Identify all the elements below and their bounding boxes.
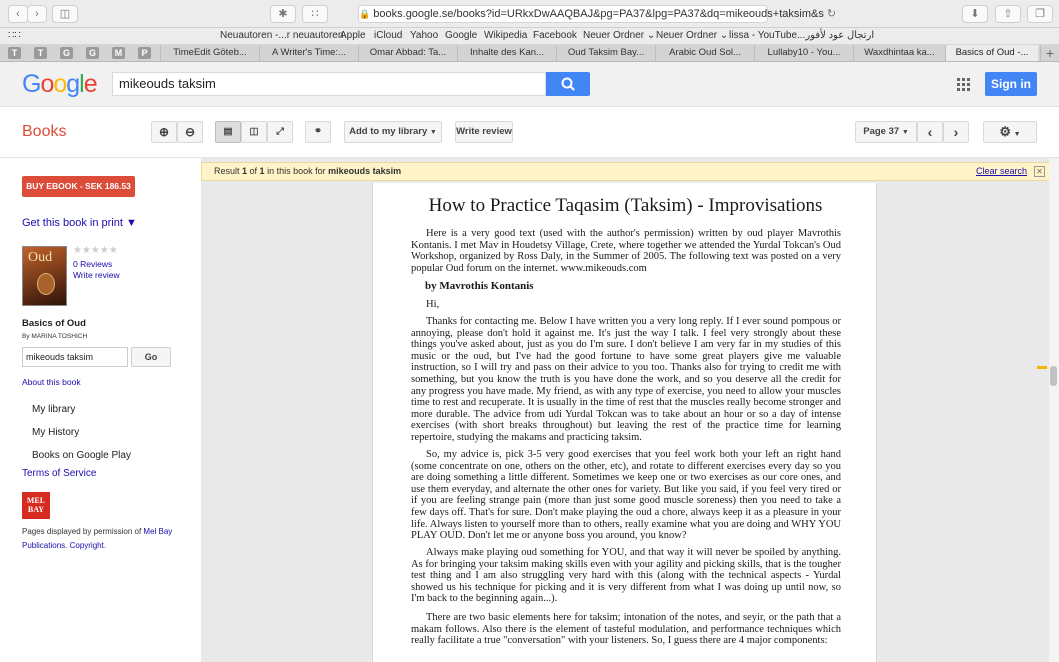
next-page-button[interactable]: › xyxy=(943,121,969,143)
cover-title: Oud xyxy=(28,250,53,265)
page-dropdown-icon: ▼ xyxy=(901,129,909,136)
get-in-print-link[interactable]: Get this book in print ▼ xyxy=(22,217,137,229)
search-input[interactable]: mikeouds taksim xyxy=(112,72,546,96)
book-viewer[interactable] xyxy=(201,158,1059,662)
two-page-view-button[interactable] xyxy=(241,121,267,143)
permission-text: Pages displayed by permission of Mel Bay Publications. Copyright. xyxy=(22,527,173,550)
favorite-5[interactable]: Google xyxy=(445,30,478,41)
copyright-link[interactable]: Copyright xyxy=(69,541,104,550)
grid-icon: ∷ xyxy=(311,8,319,20)
pinned-tab-4[interactable]: G xyxy=(86,47,99,59)
logo-letter-l: l xyxy=(79,70,84,98)
search-hit-marker xyxy=(1037,366,1047,369)
publisher-logo: MEL BAY xyxy=(22,492,50,519)
pinned-tab-1[interactable]: T xyxy=(8,47,21,59)
tab-2[interactable]: A Writer's Time:... xyxy=(259,45,358,61)
zoom-in-icon: ⊕ xyxy=(158,125,170,139)
reviews-link[interactable]: 0 Reviews xyxy=(73,259,113,269)
gear-icon: ⚙ xyxy=(999,124,1012,139)
menu-my-library[interactable]: My library xyxy=(32,404,76,415)
intro-text: Here is a very good text (used with the author's permission) written by oud player Mavrothis Kontanis. I met Mav in Houdetsy Village, Crete, where together we attended the Yurdal Tokcan's Oud Workshop, organized by Ross Daly, in the Summer of 2005. The following text was posted on a very popular Oud forum on the internet. www.mikeouds.com xyxy=(411,228,841,274)
reader-button[interactable] xyxy=(270,5,296,23)
publisher-link[interactable]: Mel Bay Publications xyxy=(22,527,173,550)
tab-3[interactable]: Omar Abbad: Ta... xyxy=(358,45,457,61)
sign-in-button[interactable]: Sign in xyxy=(985,72,1037,96)
new-tab-button[interactable]: + xyxy=(1040,45,1059,61)
book-cover[interactable] xyxy=(22,246,67,306)
menu-books-on-play[interactable]: Books on Google Play xyxy=(32,450,131,461)
favorite-3[interactable]: iCloud xyxy=(374,30,403,41)
sidebar-icon: ◫ xyxy=(59,8,71,20)
page-heading: How to Practice Taqasim (Taksim) - Improvisations xyxy=(428,195,823,216)
page-select[interactable] xyxy=(855,121,917,143)
pinned-tab-6[interactable]: P xyxy=(138,47,151,59)
favorite-folder-1[interactable]: Neuer Ordner ⌄ xyxy=(583,30,656,41)
favorite-4[interactable]: Yahoo xyxy=(410,30,439,41)
add-to-library-button[interactable] xyxy=(344,121,442,143)
close-icon[interactable]: ✕ xyxy=(1034,166,1045,177)
tab-8[interactable]: Waxdhintaa ka... xyxy=(853,45,945,61)
paragraph-3: Always make playing oud something for YOU, and that way it will never be spoiled by anything. As for bringing your taksim making skills even with your agility and picking skills, that is the tougher test thing and I am also struggling very hard with this (along with the technical aspects - Yurdal showed us his technique for picking and it is very different from what I was doing up until now, so I'm back to the beginning again...). xyxy=(411,547,841,605)
google-logo[interactable] xyxy=(22,70,97,99)
browser-toolbar xyxy=(0,0,1059,28)
lock-icon: 🔒 xyxy=(359,9,371,19)
zoom-out-icon: ⊖ xyxy=(184,125,196,139)
in-book-search-input[interactable]: mikeouds taksim xyxy=(22,347,128,367)
scrollbar-thumb[interactable] xyxy=(1050,366,1057,386)
google-header xyxy=(0,62,1059,107)
forward-button[interactable]: › xyxy=(27,5,47,23)
sidebar-toggle-button[interactable] xyxy=(52,5,78,23)
download-icon: ⬇ xyxy=(970,8,980,20)
terms-link[interactable]: Terms of Service xyxy=(22,468,97,479)
favorite-folder-2[interactable]: Neuer Ordner ⌄ xyxy=(656,30,729,41)
pinned-tab-2[interactable]: T xyxy=(34,47,47,59)
tab-4[interactable]: Inhalte des Kan... xyxy=(457,45,556,61)
settings-dropdown-icon: ▼ xyxy=(1013,131,1021,138)
logo-letter-o1: o xyxy=(40,70,54,98)
share-icon: ⇧ xyxy=(1003,8,1013,20)
book-page xyxy=(372,183,877,662)
tabs-icon: ❐ xyxy=(1035,8,1045,20)
paragraph-4: There are two basic elements here for taksim; intonation of the notes, and seyir, or the path that a makam follows. Also there is the element of tasteful modulation, and performance techniques which really facilitate a true "conversation" with your listeners. So, I guess there are 4 major components: xyxy=(411,612,841,647)
reader-icon: ✱ xyxy=(278,8,288,20)
add-to-library-label: Add to my library xyxy=(349,126,428,137)
apps-grid-icon[interactable] xyxy=(957,78,971,92)
buy-ebook-button[interactable]: BUY EBOOK - SEK 186.53 xyxy=(22,176,135,197)
result-number: 1 xyxy=(242,166,248,176)
book-sidebar xyxy=(0,158,201,662)
result-mid: in this book for xyxy=(264,166,329,176)
logo-letter-g: G xyxy=(22,70,41,98)
write-review-button[interactable]: Write review xyxy=(455,121,513,143)
byline: by Mavrothis Kontanis xyxy=(425,280,534,292)
tabs-button[interactable] xyxy=(1027,5,1053,23)
fullscreen-icon: ⤢ xyxy=(276,126,284,137)
clear-search-link[interactable]: Clear search xyxy=(975,166,1027,176)
result-of: of xyxy=(247,166,260,176)
downloads-button[interactable] xyxy=(962,5,988,23)
write-review-link[interactable]: Write review xyxy=(73,270,120,280)
url-text: books.google.se/books?id=URkxDwAAQBAJ&pg=PA37&lpg=PA37&dq=mikeouds+taksim&s xyxy=(373,8,824,20)
dropdown-arrow-icon: ▼ xyxy=(429,129,437,136)
cover-oud-icon xyxy=(37,273,55,295)
favorite-1[interactable]: Neuautoren -...r neuautoren xyxy=(220,30,344,41)
share-button[interactable] xyxy=(995,5,1021,23)
result-query: mikeouds taksim xyxy=(328,166,402,176)
tab-overview-button[interactable] xyxy=(302,5,328,23)
logo-letter-g2: g xyxy=(66,70,80,98)
search-button[interactable] xyxy=(546,72,590,96)
paragraph-2: So, my advice is, pick 3-5 very good exercises that you feel work both your left an right hand (some concentrate on one, others on the other, etc), and rotate to different exercises every day so you are doing something a little different. Sometimes we keep one or two exercises as our core ones, and use them everyday, and alternate the other ones for variety. But like you said, if you feel very tired or if you are feeling strange pain (more than just some good muscle soreness) then you need to take a few days off. That's for sure. Don't make playing the oud a chore, always keep it as a pleasure in your life. Always listen to yourself more than to others, really examine what you are doing and WHY YOU PLAY OUD. Don't let me or anyone boss you around, you know? xyxy=(411,449,841,542)
paragraph-1: Thanks for contacting me. Below I have written you a very long reply. If I ever sound pompous or annoying, please don't hold it against me. It's just the way I talk. I feel very strongly about these things you've asked about, just as you do I'm sure. I don't believe I am very far in my studies of this music or the oud, but I've had the good fortune to have some great players give me valuable instruction, so I will try and pass on their advice to you too. Thanks also for trying to credit me with something, but you know the truth is you have done the work, and so you deserve all the credit for any progress you have made. My friend, as with any type of exercise, you need to allow your muscles time to rest and recuperate. It is usually in the time of rest that the muscles really become stronger and more durable. The advice from udi Yurdal Tokcan was to take about an hour or so a day of intense exercises (with short breaks throughout) but leaving the rest of the practice time for learning repertoire, studying the makams and practicing taksim. xyxy=(411,316,841,443)
pinned-tab-5[interactable]: M xyxy=(112,47,125,59)
previous-page-button[interactable]: ‹ xyxy=(917,121,943,143)
favorite-8[interactable]: lissa - YouTube...ارتجال عود لأفور xyxy=(729,30,875,41)
link-icon: ⚭ xyxy=(314,126,322,137)
zoom-out-button[interactable] xyxy=(177,121,203,143)
tab-bar xyxy=(0,45,1059,62)
favorites-bar xyxy=(0,28,1059,45)
show-all-bookmarks-icon[interactable]: ∷∷ xyxy=(8,30,21,41)
favorite-6[interactable]: Wikipedia xyxy=(484,30,528,41)
single-page-icon: ▤ xyxy=(223,126,233,137)
book-author: By MARINA TOSHICH xyxy=(22,333,88,340)
result-total: 1 xyxy=(259,166,265,176)
logo-letter-e: e xyxy=(83,70,97,98)
menu-my-history[interactable]: My History xyxy=(32,427,80,438)
permission-prefix: Pages displayed by permission of xyxy=(22,527,144,536)
intro-paragraph xyxy=(411,228,841,274)
rating-stars: ★★★★★ xyxy=(73,245,118,256)
books-title[interactable]: Books xyxy=(22,123,67,140)
link-button[interactable] xyxy=(305,121,331,143)
search-icon xyxy=(546,72,590,96)
tab-5[interactable]: Oud Taksim Bay... xyxy=(556,45,655,61)
single-page-view-button[interactable] xyxy=(215,121,241,143)
search-result-bar xyxy=(201,162,1050,181)
about-book-link[interactable]: About this book xyxy=(22,377,81,387)
logo-letter-o2: o xyxy=(53,70,67,98)
pinned-tab-3[interactable]: G xyxy=(60,47,73,59)
reload-icon[interactable]: ↻ xyxy=(826,8,837,20)
tab-9-active[interactable]: Basics of Oud -... xyxy=(945,45,1038,61)
zoom-in-button[interactable] xyxy=(151,121,177,143)
favorite-2[interactable]: Apple xyxy=(340,30,366,41)
tab-6[interactable]: Arabic Oud Sol... xyxy=(655,45,754,61)
settings-button[interactable] xyxy=(983,121,1037,143)
tab-7[interactable]: Lullaby10 - You... xyxy=(754,45,853,61)
favorite-7[interactable]: Facebook xyxy=(533,30,577,41)
book-title: Basics of Oud xyxy=(22,318,86,329)
scrollbar-track[interactable] xyxy=(1049,158,1059,662)
two-page-icon: ◫ xyxy=(249,126,259,137)
address-bar[interactable] xyxy=(358,5,837,23)
tab-1[interactable]: TimeEdit Göteb... xyxy=(160,45,259,61)
fullscreen-button[interactable] xyxy=(267,121,293,143)
page-label: Page 37 xyxy=(863,126,900,137)
result-prefix: Result xyxy=(214,166,243,176)
books-toolbar xyxy=(0,107,1059,158)
greeting: Hi, xyxy=(426,299,440,310)
go-button[interactable]: Go xyxy=(131,347,171,367)
back-button[interactable]: ‹ xyxy=(8,5,28,23)
